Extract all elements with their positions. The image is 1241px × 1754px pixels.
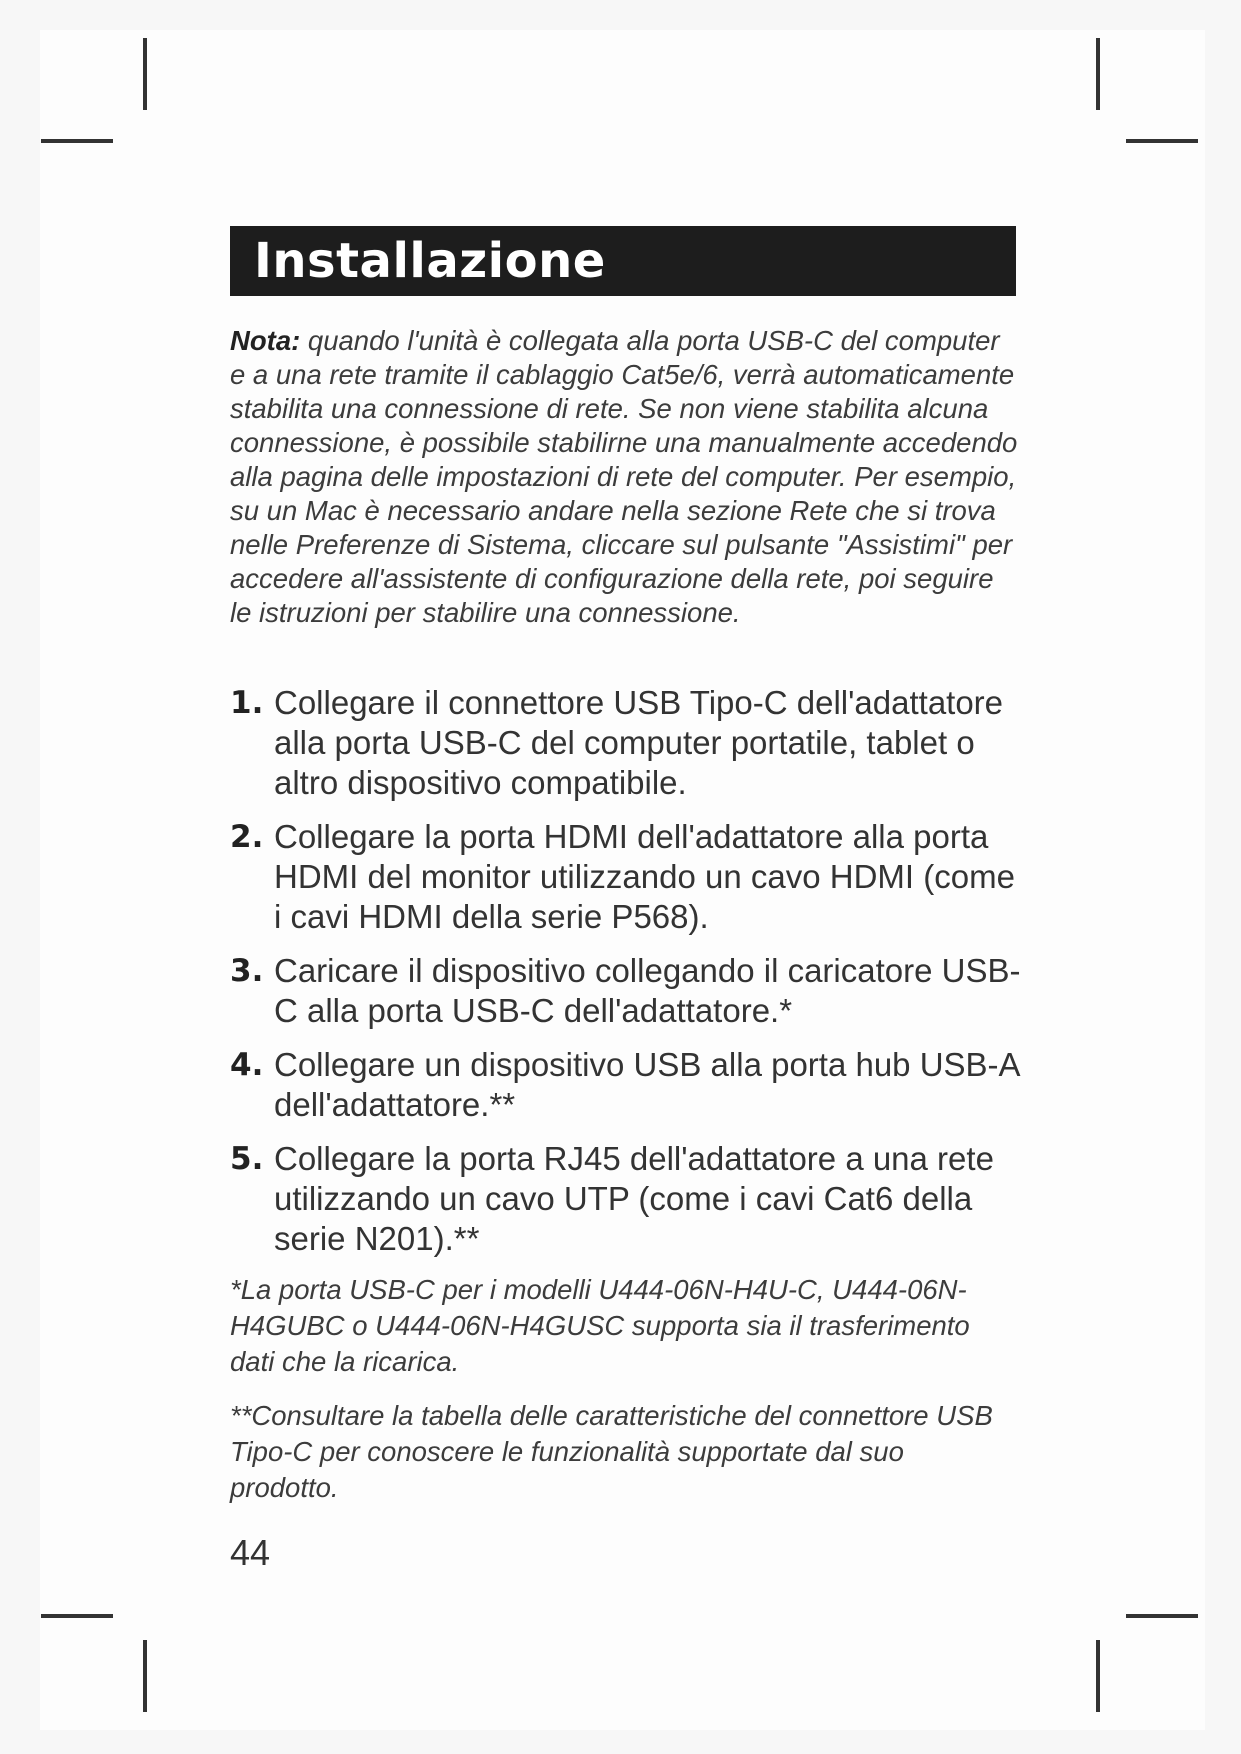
step-text: Caricare il dispositivo collegando il caricatore USB-C alla porta USB-C dell'adattatore.* [274,952,1021,1029]
page-number: 44 [230,1532,271,1573]
step-number: 2. [230,819,264,855]
step-text: Collegare il connettore USB Tipo-C dell'adattatore alla porta USB-C del computer portatile, tablet o altro dispositivo compatibile. [274,684,1004,801]
step-text: Collegare un dispositivo USB alla porta hub USB-A dell'adattatore.** [274,1046,1019,1123]
footnote-usb-c-models: *La porta USB-C per i modelli U444-06N-H4U-C, U444-06N-H4GUBC o U444-06N-H4GUSC supporta sia il trasferimento dati che la ricarica. [230,1274,970,1377]
section-title-banner [230,226,1016,296]
step-item-5 [230,1139,1030,1259]
installation-steps [230,683,1030,1273]
step-item-1 [230,683,1030,803]
step-number: 1. [230,685,264,721]
note-paragraph [230,324,1020,630]
crop-mark-top-right-vertical [1096,38,1100,110]
crop-mark-bottom-right-horizontal [1126,1614,1198,1618]
note-label: Nota: [230,325,301,356]
crop-mark-top-left-horizontal [41,139,113,143]
step-item-3 [230,951,1030,1031]
crop-mark-top-left-vertical [143,38,147,110]
step-number: 3. [230,953,264,989]
step-item-4 [230,1045,1030,1125]
step-text: Collegare la porta RJ45 dell'adattatore a una rete utilizzando un cavo UTP (come i cavi Cat6 della serie N201).** [274,1140,994,1257]
section-title: Installazione [254,233,606,289]
step-number: 4. [230,1047,264,1083]
step-text: Collegare la porta HDMI dell'adattatore alla porta HDMI del monitor utilizzando un cavo HDMI (come i cavi HDMI della serie P568). [274,818,1015,935]
crop-mark-top-right-horizontal [1126,139,1198,143]
step-item-2 [230,817,1030,937]
crop-mark-bottom-right-vertical [1096,1640,1100,1712]
step-number: 5. [230,1141,264,1177]
note-text: quando l'unità è collegata alla porta USB-C del computer e a una rete tramite il cablaggio Cat5e/6, verrà automaticamente stabilita una connessione di rete. Se non viene stabilita alcuna connessione, è possibile stabilirne una manualmente accedendo alla pagina delle impostazioni di rete del computer. Per esempio, su un Mac è necessario andare nella sezione Rete che si trova nelle Preferenze di Sistema, cliccare sul pulsante "Assistimi" per accedere all'assistente di configurazione della rete, poi seguire le istruzioni per stabilire una connessione. [230,325,1018,628]
footnote-connector-table: **Consultare la tabella delle caratteristiche del connettore USB Tipo-C per conoscere le funzionalità supportate dal suo prodotto. [230,1400,993,1503]
crop-mark-bottom-left-horizontal [41,1614,113,1618]
crop-mark-bottom-left-vertical [143,1640,147,1712]
